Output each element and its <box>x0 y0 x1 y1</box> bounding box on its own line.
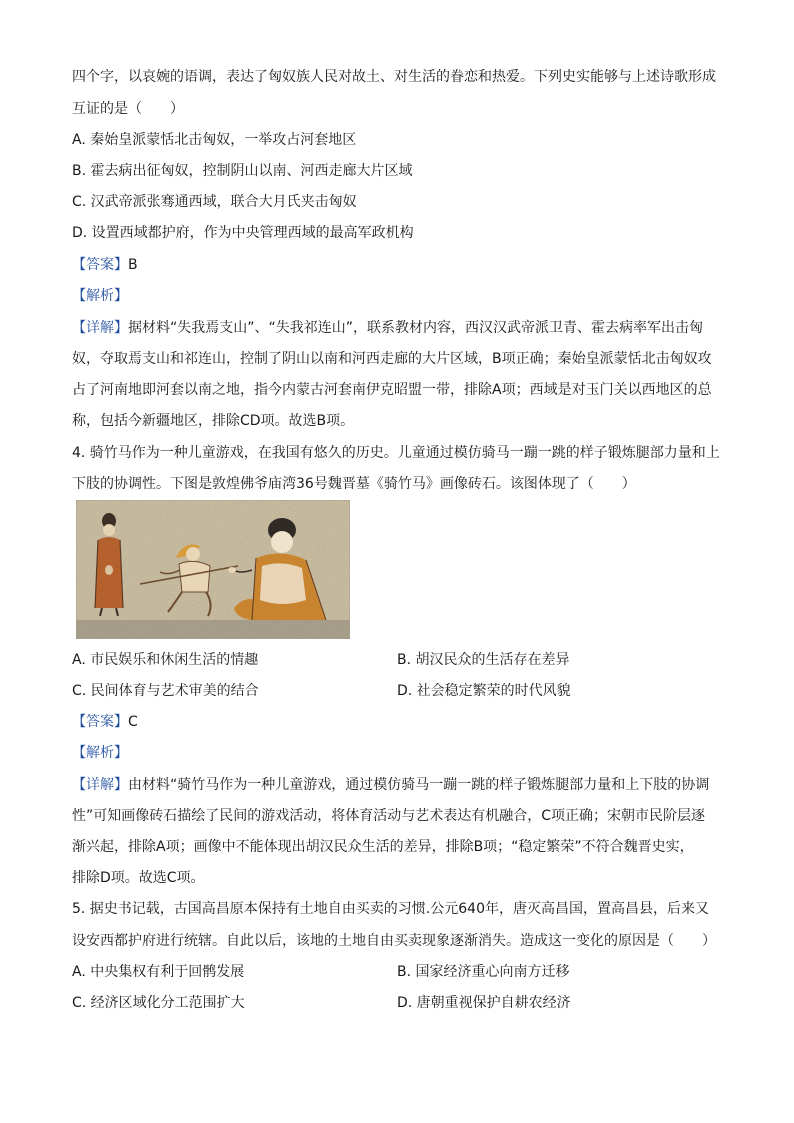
q5-option-a: A. 中央集权有利于回鹘发展 <box>72 964 245 980</box>
detail-text: 由材料“骑竹马作为一种儿童游戏，通过模仿骑马一蹦一跳的样子锻炼腿部力量和上下肢的协调 <box>128 777 710 793</box>
q3-intro-line-1: 四个字，以哀婉的语调，表达了匈奴族人民对故土、对生活的眷恋和热爱。下列史实能够与上述诗歌形成 <box>72 69 716 85</box>
q4-option-a: A. 市民娱乐和休闲生活的情趣 <box>72 652 259 668</box>
detail-tag: 【详解】 <box>72 320 128 336</box>
analysis-tag: 【解析】 <box>72 288 128 304</box>
q3-detail-line-2: 奴，夺取焉支山和祁连山，控制了阴山以南和河西走廊的大片区域，B项正确；秦始皇派蒙恬北击匈奴攻 <box>72 351 712 367</box>
q4-detail-line-1 <box>72 775 709 795</box>
answer-value: C <box>128 714 138 730</box>
detail-tag: 【详解】 <box>72 777 128 793</box>
brick-painting-image <box>76 500 350 639</box>
q4-answer <box>72 712 138 732</box>
q3-option-a: A. 秦始皇派蒙恬北击匈奴，一举攻占河套地区 <box>72 132 357 148</box>
q3-option-b: B. 霍去病出征匈奴，控制阴山以南、河西走廊大片区域 <box>72 163 413 179</box>
q4-detail-line-3: 渐兴起，排除A项；画像中不能体现出胡汉民众生活的差异，排除B项；“稳定繁荣”不符合魏晋史实， <box>72 839 694 855</box>
q4-analysis-tag <box>72 743 128 763</box>
q5-stem-line-2: 设安西都护府进行统辖。自此以后，该地的土地自由买卖现象逐渐消失。造成这一变化的原因是（ ） <box>72 933 716 949</box>
q3-answer <box>72 255 138 275</box>
q4-option-b: B. 胡汉民众的生活存在差异 <box>397 652 570 668</box>
q4-detail-line-2: 性”可知画像砖石描绘了民间的游戏活动，将体育活动与艺术表达有机融合，C项正确；宋朝市民阶层逐 <box>72 808 706 824</box>
q3-option-c: C. 汉武帝派张骞通西域，联合大月氏夹击匈奴 <box>72 194 357 210</box>
analysis-tag: 【解析】 <box>72 745 128 761</box>
q4-stem-line-1: 4. 骑竹马作为一种儿童游戏，在我国有悠久的历史。儿童通过模仿骑马一蹦一跳的样子锻炼腿部力量和上 <box>72 445 720 461</box>
q5-stem-line-1: 5. 据史书记载，古国高昌原本保持有土地自由买卖的习惯.公元640年，唐灭高昌国，置高昌县，后来又 <box>72 901 709 917</box>
q3-analysis-tag <box>72 286 128 306</box>
q3-option-d: D. 设置西域都护府，作为中央管理西域的最高军政机构 <box>72 225 414 241</box>
q5-option-c: C. 经济区域化分工范围扩大 <box>72 995 245 1011</box>
answer-value: B <box>128 257 138 273</box>
answer-tag: 【答案】 <box>72 257 128 273</box>
q3-detail-line-1 <box>72 318 703 338</box>
q3-detail-line-3: 占了河南地即河套以南之地，指今内蒙古河套南伊克昭盟一带，排除A项；西域是对玉门关以西地区的总 <box>72 382 712 398</box>
q5-option-d: D. 唐朝重视保护自耕农经济 <box>397 995 571 1011</box>
answer-tag: 【答案】 <box>72 714 128 730</box>
q4-option-d: D. 社会稳定繁荣的时代风貌 <box>397 683 571 699</box>
detail-text: 据材料“失我焉支山”、“失我祁连山”，联系教材内容，西汉汉武帝派卫青、霍去病率军出击匈 <box>128 320 704 336</box>
q4-detail-line-4: 排除D项。故选C项。 <box>72 870 205 886</box>
q4-option-c: C. 民间体育与艺术审美的结合 <box>72 683 259 699</box>
q4-stem-line-2: 下肢的协调性。下图是敦煌佛爷庙湾36号魏晋墓《骑竹马》画像砖石。该图体现了（ ） <box>72 476 636 492</box>
q5-option-b: B. 国家经济重心向南方迁移 <box>397 964 570 980</box>
q3-intro-line-2: 互证的是（ ） <box>72 101 184 117</box>
q3-detail-line-4: 称，包括今新疆地区，排除CD项。故选B项。 <box>72 413 355 429</box>
